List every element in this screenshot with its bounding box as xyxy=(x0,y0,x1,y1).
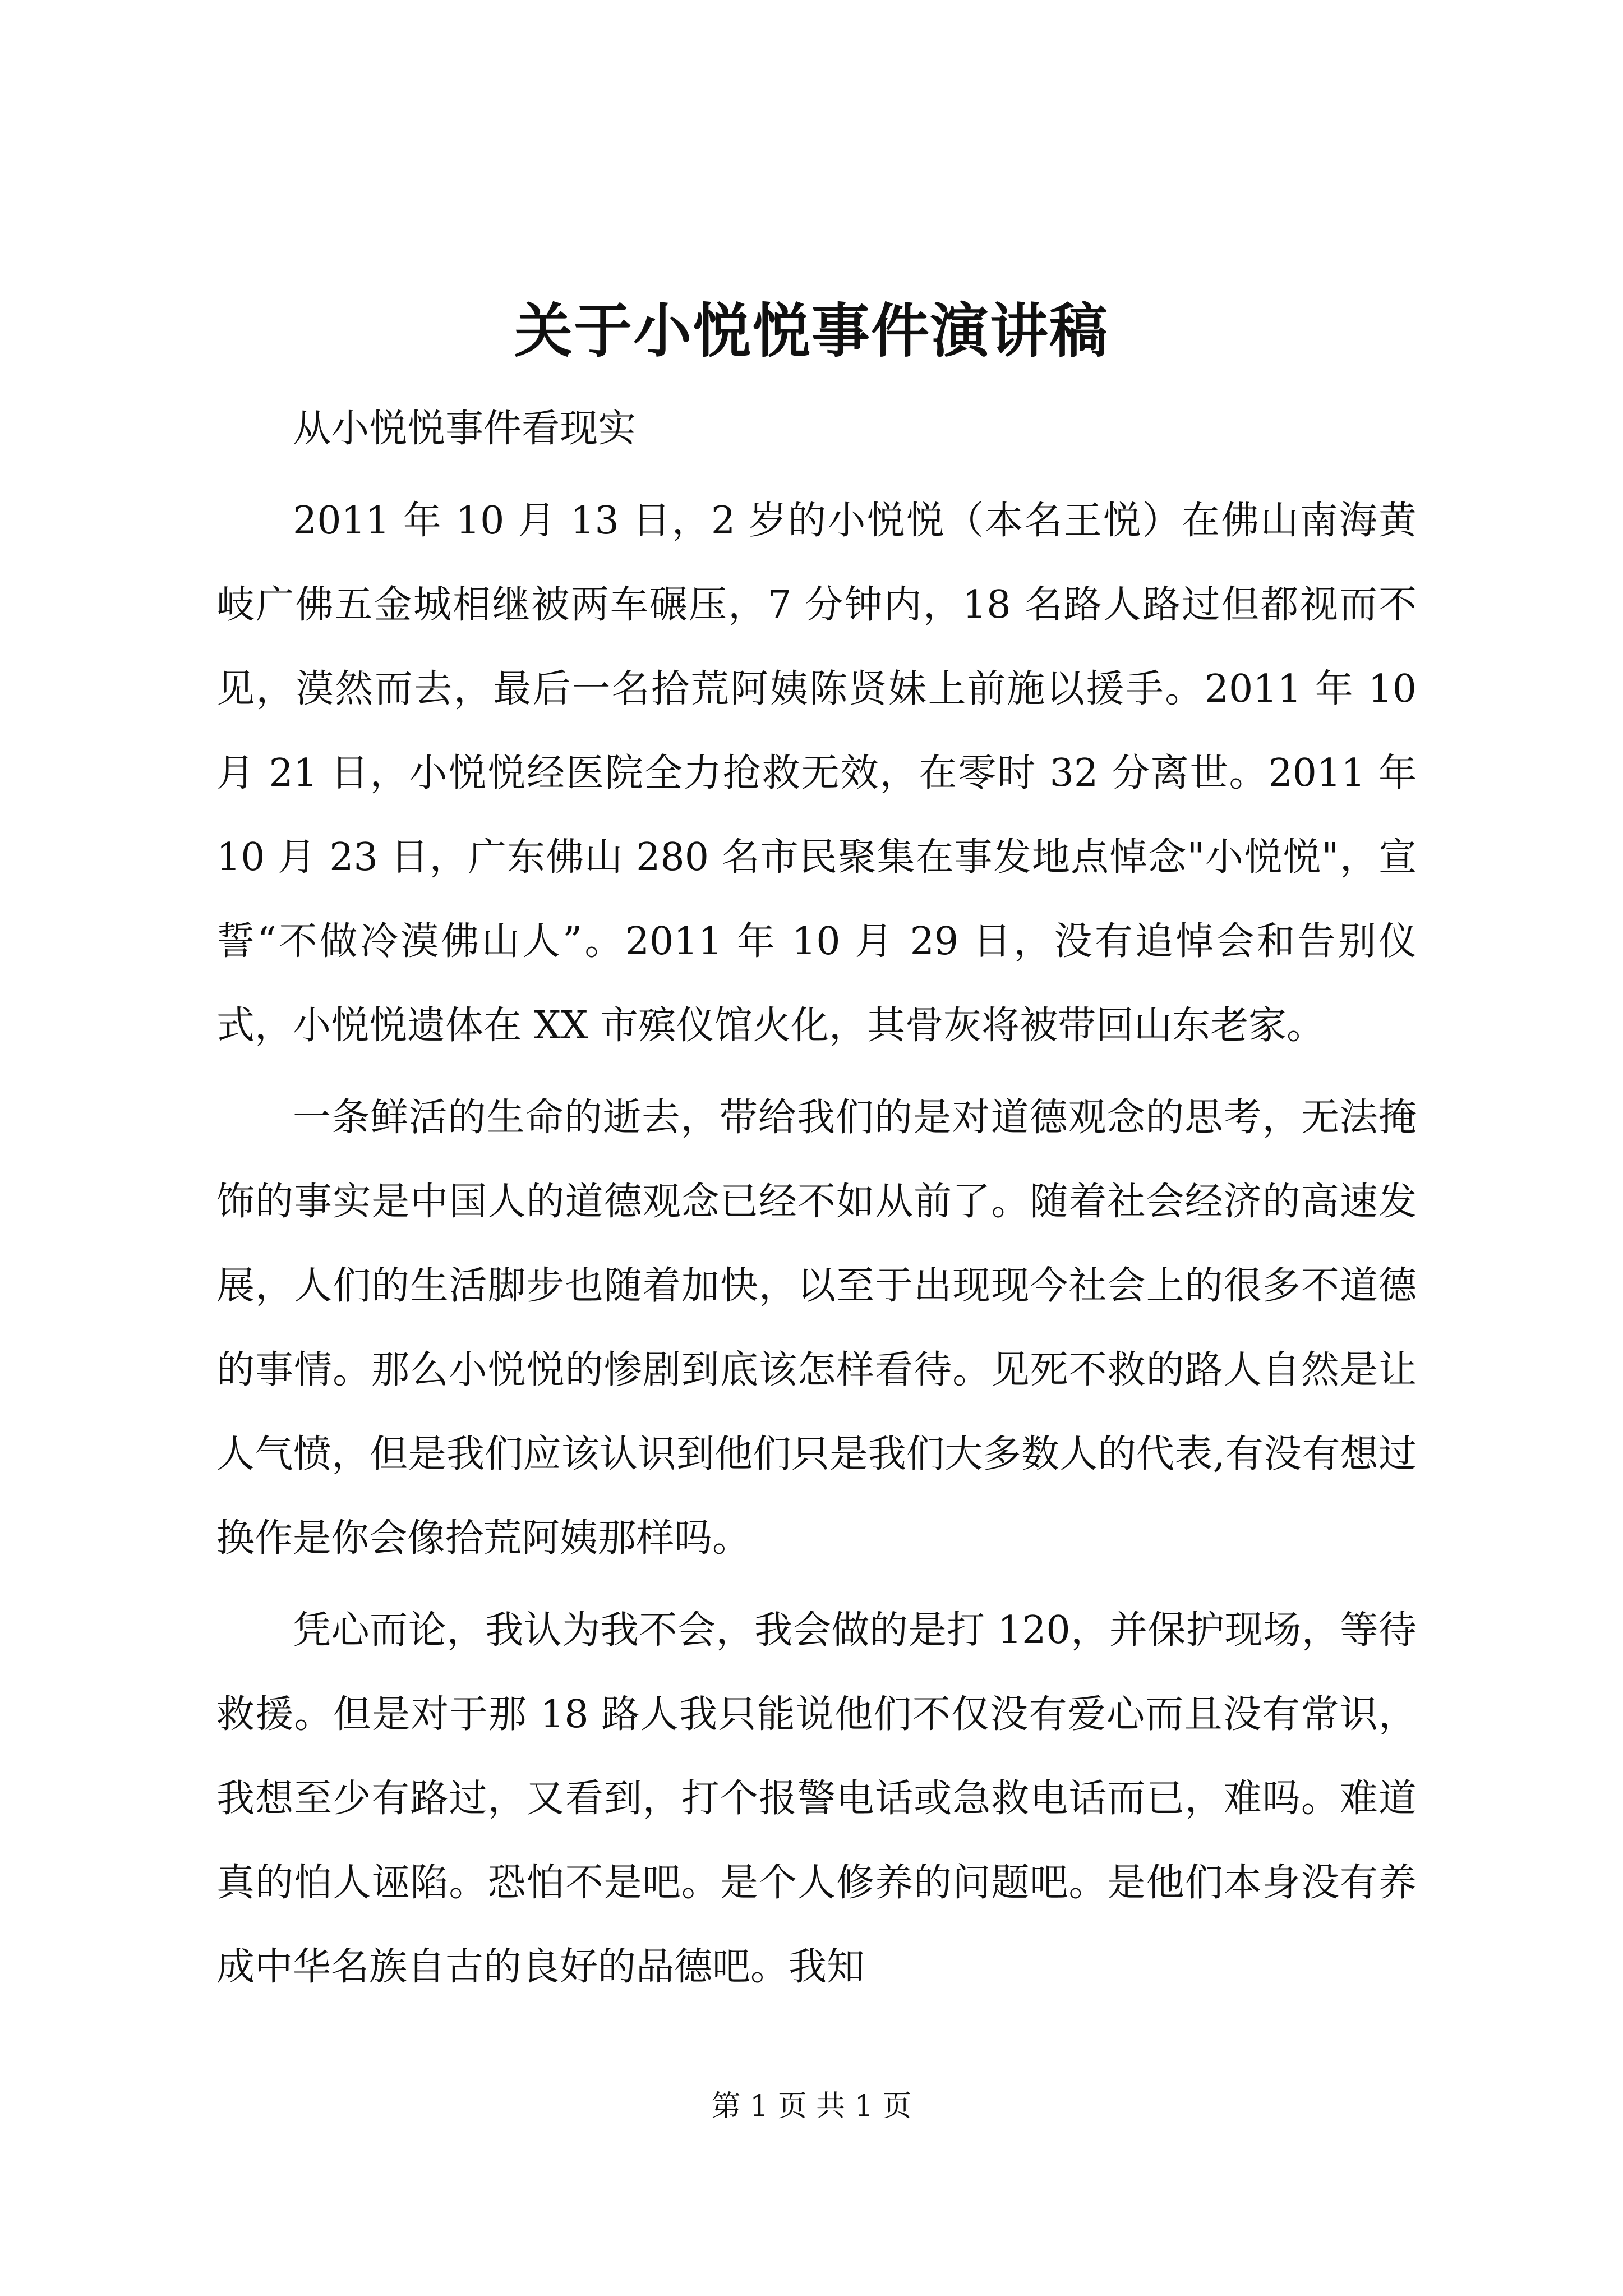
page-footer: 第 1 页 共 1 页 xyxy=(711,2090,912,2123)
document-body xyxy=(216,387,1417,2017)
document-title: 关于小悦悦事件演讲稿 xyxy=(514,296,1109,365)
paragraph-2: 一条鲜活的生命的逝去，带给我们的是对道德观念的思考，无法掩饰的事实是中国人的道德观念已经不如从前了。随着社会经济的高速发展，人们的生活脚步也随着加快，以至于出现现今社会上的很多不道德的事情。那么小悦悦的惨剧到底该怎样看待。见死不救的路人自然是让人气愤，但是我们应该认识到他们只是我们大多数人的代表,有没有想过换作是你会像拾荒阿姨那样吗。 xyxy=(216,1096,1417,1561)
paragraph-1: 2011 年 10 月 13 日，2 岁的小悦悦（本名王悦）在佛山南海黄岐广佛五金城相继被两车碾压，7 分钟内，18 名路人路过但都视而不见，漠然而去，最后一名拾荒阿姨陈贤妹上前施以援手。2011 年 10 月 21 日，小悦悦经医院全力抢救无效，在零时 32 分离世。2011 年 10 月 23 日，广东佛山 280 名市民聚集在事发地点悼念"小悦悦"，宣誓“不做冷漠佛山人”。2011 年 10 月 29 日，没有追悼会和告别仪式，小悦悦遗体在 XX 市殡仪馆火化，其骨灰将被带回山东老家。 xyxy=(216,499,1417,1048)
document-subtitle: 从小悦悦事件看现实 xyxy=(293,407,637,451)
paragraph-3: 凭心而论，我认为我不会，我会做的是打 120，并保护现场，等待救援。但是对于那 18 路人我只能说他们不仅没有爱心而且没有常识，我想至少有路过，又看到，打个报警电话或急救电话而已，难吗。难道真的怕人诬陷。恐怕不是吧。是个人修养的问题吧。是他们本身没有养成中华名族自古的良好的品德吧。我知 xyxy=(216,1608,1417,1989)
